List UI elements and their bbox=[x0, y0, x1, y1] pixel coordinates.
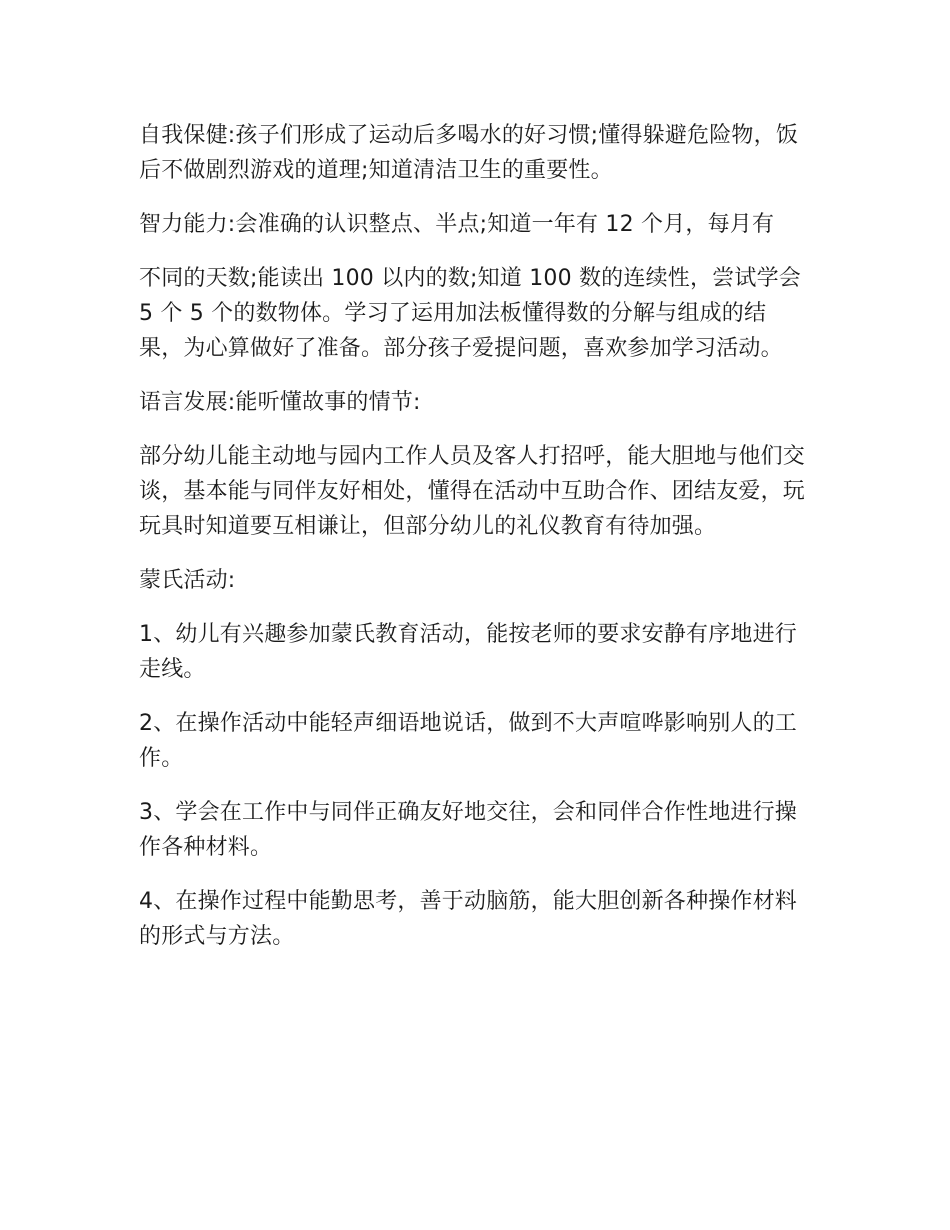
paragraph-social-behavior: 部分幼儿能主动地与园内工作人员及客人打招呼，能大胆地与他们交谈，基本能与同伴友好相处，懂得在活动中互助合作、团结友爱，玩玩具时知道要互相谦让，但部分幼儿的礼仪教育有待加强。 bbox=[139, 444, 806, 539]
section-heading-montessori: 蒙氏活动: bbox=[139, 568, 236, 593]
list-item-3: 3、学会在工作中与同伴正确友好地交往，会和同伴合作性地进行操作各种材料。 bbox=[139, 800, 797, 860]
paragraph-intellectual-ability: 智力能力:会准确的认识整点、半点;知道一年有 12 个月，每月有 bbox=[139, 212, 775, 237]
paragraph-self-care: 自我保健:孩子们形成了运动后多喝水的好习惯;懂得躲避危险物，饭后不做剧烈游戏的道理;知道清洁卫生的重要性。 bbox=[139, 123, 799, 183]
paragraph-intellectual-ability-continued: 不同的天数;能读出 100 以内的数;知道 100 数的连续性，尝试学会 5 个 5 个的数物体。学习了运用加法板懂得数的分解与组成的结果，为心算做好了准备。部分孩子爱提问题，喜欢参加学习活动。 bbox=[139, 266, 801, 361]
document-body bbox=[139, 118, 809, 973]
list-item-4: 4、在操作过程中能勤思考，善于动脑筋，能大胆创新各种操作材料的形式与方法。 bbox=[139, 889, 797, 949]
list-item-2: 2、在操作活动中能轻声细语地说话，做到不大声喧哗影响别人的工作。 bbox=[139, 711, 797, 771]
list-item-1: 1、幼儿有兴趣参加蒙氏教育活动，能按老师的要求安静有序地进行走线。 bbox=[139, 622, 797, 682]
paragraph-language-development: 语言发展:能听懂故事的情节: bbox=[139, 390, 421, 415]
